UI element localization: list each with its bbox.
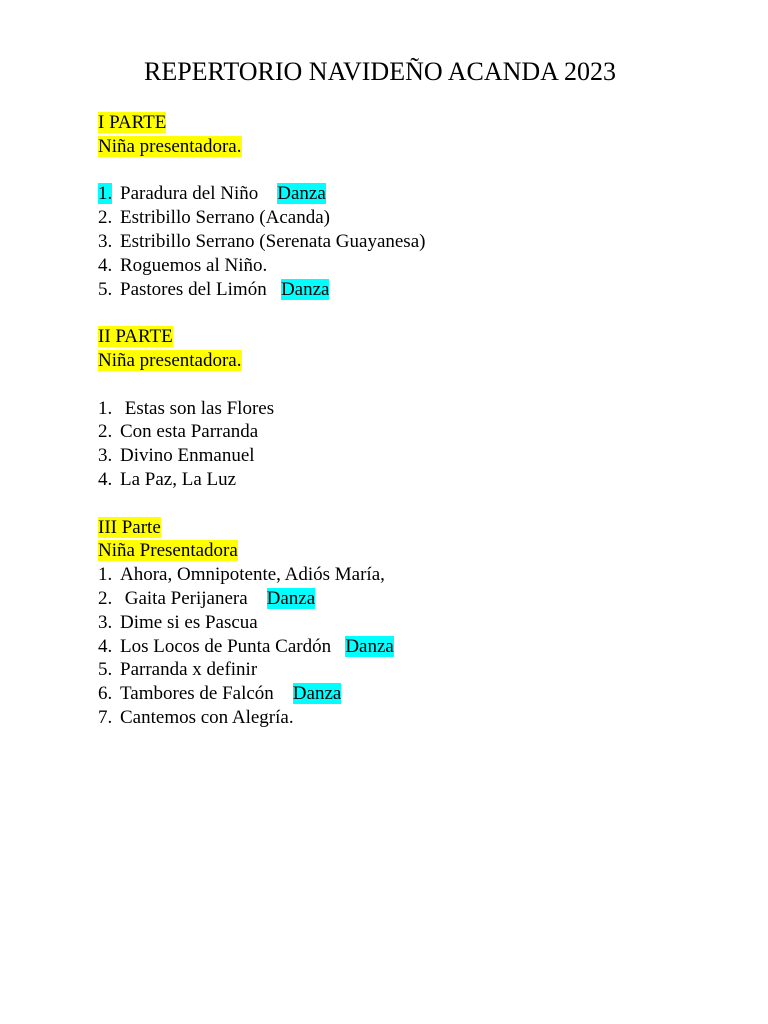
danza-tag: Danza bbox=[277, 183, 326, 205]
item-number: 4. bbox=[98, 254, 113, 276]
section-2-heading: II PARTE bbox=[98, 326, 173, 348]
spacing bbox=[258, 183, 277, 204]
list-item bbox=[98, 182, 738, 206]
list-item bbox=[98, 563, 738, 587]
danza-tag: Danza bbox=[280, 278, 330, 300]
item-number: 2. bbox=[98, 207, 113, 229]
danza-tag: Danza bbox=[266, 587, 316, 609]
item-number bbox=[98, 182, 120, 206]
list-item bbox=[98, 254, 738, 278]
item-number: 2. bbox=[98, 421, 113, 443]
item-number: 3. bbox=[98, 611, 113, 633]
song-title: Tambores de Falcón bbox=[120, 683, 274, 705]
item-number: 1. bbox=[98, 564, 113, 586]
song-title: Con esta Parranda bbox=[120, 421, 259, 443]
list-item bbox=[98, 206, 738, 230]
repertoire-body bbox=[98, 111, 738, 730]
list-item bbox=[98, 278, 738, 302]
section-1-presenter-line bbox=[98, 135, 738, 159]
song-title: Divino Enmanuel bbox=[120, 445, 255, 467]
song-title: La Paz, La Luz bbox=[120, 468, 237, 490]
spacing bbox=[331, 636, 345, 657]
section-1-heading: I PARTE bbox=[98, 112, 167, 133]
section-3-presenter-line bbox=[98, 539, 738, 563]
list-item bbox=[98, 587, 738, 611]
list-item bbox=[98, 444, 738, 468]
item-number: 4. bbox=[98, 468, 113, 490]
spacer bbox=[98, 373, 738, 397]
song-title: Paradura del Niño bbox=[120, 183, 259, 205]
document-title: REPERTORIO NAVIDEÑO ACANDA 2023 bbox=[143, 57, 616, 86]
spacer bbox=[98, 301, 738, 325]
list-item bbox=[98, 706, 738, 730]
song-title: Roguemos al Niño. bbox=[120, 254, 268, 276]
spacing bbox=[267, 279, 281, 300]
section-2-heading-line bbox=[98, 325, 738, 349]
song-title: Dime si es Pascua bbox=[120, 611, 258, 633]
section-3-heading: III Parte bbox=[98, 516, 161, 538]
item-number: 7. bbox=[98, 706, 113, 728]
list-item bbox=[98, 682, 738, 706]
song-title: Gaita Perijanera bbox=[120, 587, 248, 609]
song-title: Estribillo Serrano (Serenata Guayanesa) bbox=[120, 230, 426, 252]
item-number: 4. bbox=[98, 635, 113, 657]
list-item bbox=[98, 230, 738, 254]
item-number: 5. bbox=[98, 659, 113, 681]
list-item bbox=[98, 658, 738, 682]
section-2-presenter: Niña presentadora. bbox=[98, 349, 242, 371]
song-title: Estas son las Flores bbox=[120, 397, 275, 419]
spacing bbox=[248, 588, 267, 609]
item-number: 6. bbox=[98, 683, 113, 705]
song-title: Parranda x definir bbox=[120, 659, 258, 681]
spacing bbox=[274, 683, 293, 704]
spacer bbox=[98, 159, 738, 183]
item-number: 3. bbox=[98, 445, 113, 467]
list-item bbox=[98, 397, 738, 421]
song-title: Los Locos de Punta Cardón bbox=[120, 635, 332, 657]
section-3-presenter: Niña Presentadora bbox=[98, 540, 238, 562]
item-number: 3. bbox=[98, 230, 113, 252]
list-item bbox=[98, 611, 738, 635]
spacer bbox=[98, 492, 738, 516]
section-1-presenter: Niña presentadora. bbox=[98, 135, 242, 157]
danza-tag: Danza bbox=[345, 635, 394, 657]
song-title: Ahora, Omnipotente, Adiós María, bbox=[120, 564, 385, 586]
item-number: 2. bbox=[98, 587, 113, 609]
item-number: 1. bbox=[98, 397, 113, 419]
section-2-presenter-line bbox=[98, 349, 738, 373]
section-3-heading-line bbox=[98, 516, 738, 540]
danza-tag: Danza bbox=[292, 683, 342, 705]
song-title: Cantemos con Alegría. bbox=[120, 706, 294, 728]
section-1-heading-line bbox=[98, 111, 738, 135]
list-item bbox=[98, 468, 738, 492]
list-item bbox=[98, 420, 738, 444]
song-title: Estribillo Serrano (Acanda) bbox=[120, 207, 330, 229]
list-item bbox=[98, 635, 738, 659]
item-number: 5. bbox=[98, 278, 113, 300]
song-title: Pastores del Limón bbox=[120, 278, 267, 300]
item-number-highlighted: 1. bbox=[98, 183, 113, 205]
